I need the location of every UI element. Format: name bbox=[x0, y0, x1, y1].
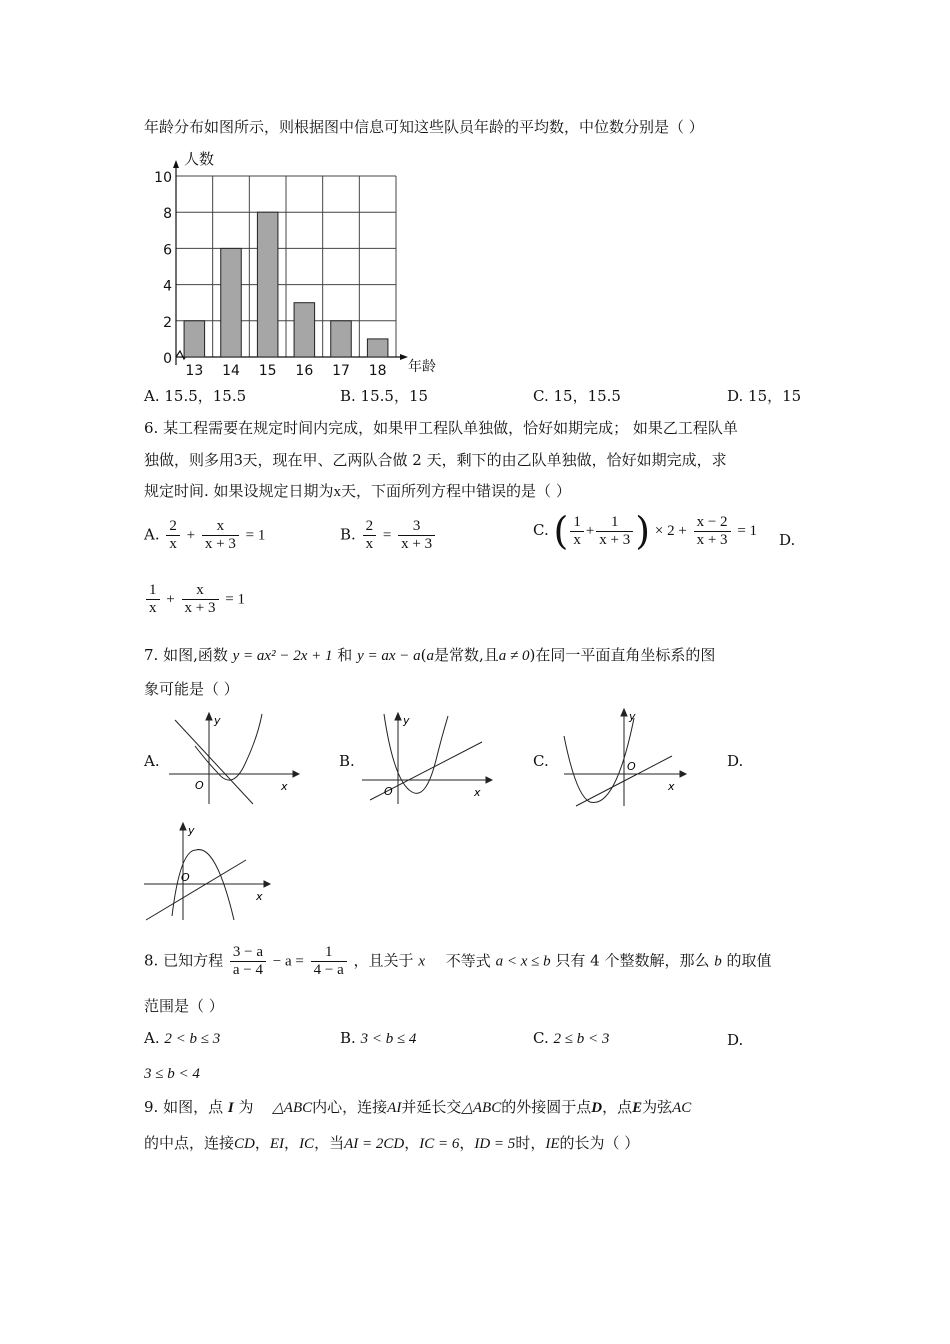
y-tick-label: 8 bbox=[163, 206, 172, 223]
origin-label: O bbox=[627, 760, 636, 773]
x-axis-title: 年龄 bbox=[408, 359, 436, 375]
q5-option-b[interactable]: B. 15.5，15 bbox=[340, 387, 429, 405]
y-axis-label: y bbox=[629, 710, 636, 723]
q6-option-b[interactable]: B. $\frac{2}{x}$ = $\frac{3}{x + 3}$ bbox=[340, 518, 437, 553]
q7-graph-a[interactable] bbox=[165, 712, 300, 807]
y-tick-label: 2 bbox=[163, 314, 172, 331]
fraction: $\frac{2}{x}$ bbox=[166, 518, 180, 553]
fraction: $\frac{x - 2}{x + 3}$ bbox=[694, 514, 731, 549]
q7-line2: 象可能是（ ） bbox=[144, 680, 239, 698]
origin-label: O bbox=[384, 785, 393, 798]
fraction: $\frac{1}{4 - a}$ bbox=[311, 944, 347, 979]
q6-option-d-equation[interactable]: $\frac{1}{x}$ + $\frac{x}{x + 3}$ = 1 bbox=[144, 582, 245, 617]
q7-graph-c[interactable] bbox=[560, 706, 690, 811]
fraction: $\frac{1}{x}$ bbox=[570, 514, 584, 549]
q8-option-d-label[interactable]: D. bbox=[727, 1031, 744, 1049]
q7-option-a-label[interactable]: A. bbox=[144, 752, 160, 770]
bar bbox=[367, 339, 388, 357]
q5-intro: 年龄分布如图所示，则根据图中信息可知这些队员年龄的平均数，中位数分别是（ ） bbox=[144, 118, 704, 136]
q5-option-a[interactable]: A. 15.5，15.5 bbox=[144, 387, 247, 405]
fraction: $\frac{x}{x + 3}$ bbox=[182, 582, 219, 617]
y-tick-label: 10 bbox=[154, 170, 172, 186]
x-tick-label: 14 bbox=[222, 363, 240, 379]
q6-line3: 规定时间. 如果设规定日期为x天，下面所列方程中错误的是（ ） bbox=[144, 482, 571, 500]
x-axis-label: x bbox=[256, 890, 263, 903]
q7-option-d-label[interactable]: D. bbox=[727, 752, 744, 770]
q7-option-c-label[interactable]: C. bbox=[533, 752, 549, 770]
x-axis-label: x bbox=[281, 780, 288, 793]
q8-line1: 8. 已知方程 $\frac{3 - a}{a - 4}$ − a = $\frac{1}{4 - a}$ ，且关于 x 不等式 a < x ≤ b 只有 4 个整数解，那么 b 的取值 bbox=[144, 944, 772, 978]
q6-line1: 6. 某工程需要在规定时间内完成，如果甲工程队单独做，恰好如期完成； 如果乙工程队单 bbox=[144, 419, 738, 437]
q8-option-d-range[interactable]: 3 ≤ b < 4 bbox=[144, 1066, 200, 1082]
q6-line2: 独做，则多用3天，现在甲、乙两队合做 2 天，剩下的由乙队单独做，恰好如期完成，求 bbox=[144, 450, 727, 469]
q5-option-c[interactable]: C. 15，15.5 bbox=[533, 387, 621, 405]
y-axis-title: 人数 bbox=[184, 150, 215, 168]
fraction: $\frac{3}{x + 3}$ bbox=[398, 518, 435, 553]
x-tick-label: 13 bbox=[185, 363, 204, 379]
fraction: $\frac{3 - a}{a - 4}$ bbox=[230, 944, 266, 979]
x-axis-label: x bbox=[668, 780, 675, 793]
fraction: $\frac{1}{x + 3}$ bbox=[596, 514, 633, 549]
fraction: $\frac{1}{x}$ bbox=[146, 582, 160, 617]
x-tick-label: 16 bbox=[295, 363, 314, 379]
y-tick-label: 0 bbox=[163, 351, 172, 367]
q7-graph-d[interactable] bbox=[140, 820, 275, 925]
bar bbox=[221, 248, 242, 357]
q7-graph-b[interactable] bbox=[358, 712, 493, 807]
q6-option-d-label[interactable]: D. bbox=[779, 531, 796, 549]
q8-option-b[interactable]: B. 3 < b ≤ 4 bbox=[340, 1029, 417, 1047]
y-tick-label: 4 bbox=[163, 278, 172, 295]
x-axis-arrow bbox=[400, 354, 408, 360]
age-bar-chart bbox=[140, 148, 450, 383]
q6-option-c[interactable]: C. ( $\frac{1}{x}$ + $\frac{1}{x + 3}$ ) × 2 + $\frac{x - 2}{x + 3}$ = 1 bbox=[533, 509, 758, 553]
bar bbox=[184, 321, 205, 357]
q9-line2: 的中点，连接CD，EI，IC，当AI = 2CD，IC = 6，ID = 5时，IE的长为（ ） bbox=[144, 1134, 640, 1152]
x-tick-label: 18 bbox=[368, 363, 387, 379]
origin-label: O bbox=[181, 871, 190, 884]
y-axis-label: y bbox=[214, 714, 221, 727]
q9-line1: 9. 如图，点 I 为 △ABC内心，连接AI并延长交△ABC的外接圆于点D，点E为弦AC bbox=[144, 1098, 692, 1116]
x-tick-label: 17 bbox=[332, 363, 350, 379]
origin-label: O bbox=[195, 779, 204, 792]
x-axis-label: x bbox=[474, 786, 481, 799]
y-axis-label: y bbox=[403, 714, 410, 727]
q8-line2: 范围是（ ） bbox=[144, 997, 224, 1015]
fraction: $\frac{2}{x}$ bbox=[363, 518, 377, 553]
x-tick-label: 15 bbox=[258, 363, 277, 379]
q5-option-d[interactable]: D. 15，15 bbox=[727, 387, 802, 405]
y-axis-arrow bbox=[173, 160, 179, 168]
q7-line1: 7. 如图,函数 y = ax² − 2x + 1 和 y = ax − a(a是常数,且a ≠ 0)在同一平面直角坐标系的图 bbox=[144, 646, 716, 664]
q7-option-b-label[interactable]: B. bbox=[339, 752, 355, 770]
q8-option-c[interactable]: C. 2 ≤ b < 3 bbox=[533, 1029, 610, 1047]
y-axis-label: y bbox=[188, 824, 195, 837]
q6-option-a[interactable]: A. $\frac{2}{x}$ + $\frac{x}{x + 3}$ = 1 bbox=[144, 518, 266, 552]
y-tick-label: 6 bbox=[163, 242, 172, 259]
bar bbox=[294, 303, 315, 357]
q8-option-a[interactable]: A. 2 < b ≤ 3 bbox=[144, 1029, 221, 1047]
fraction: $\frac{x}{x + 3}$ bbox=[202, 518, 239, 553]
bar bbox=[331, 321, 352, 357]
bar bbox=[257, 212, 278, 357]
